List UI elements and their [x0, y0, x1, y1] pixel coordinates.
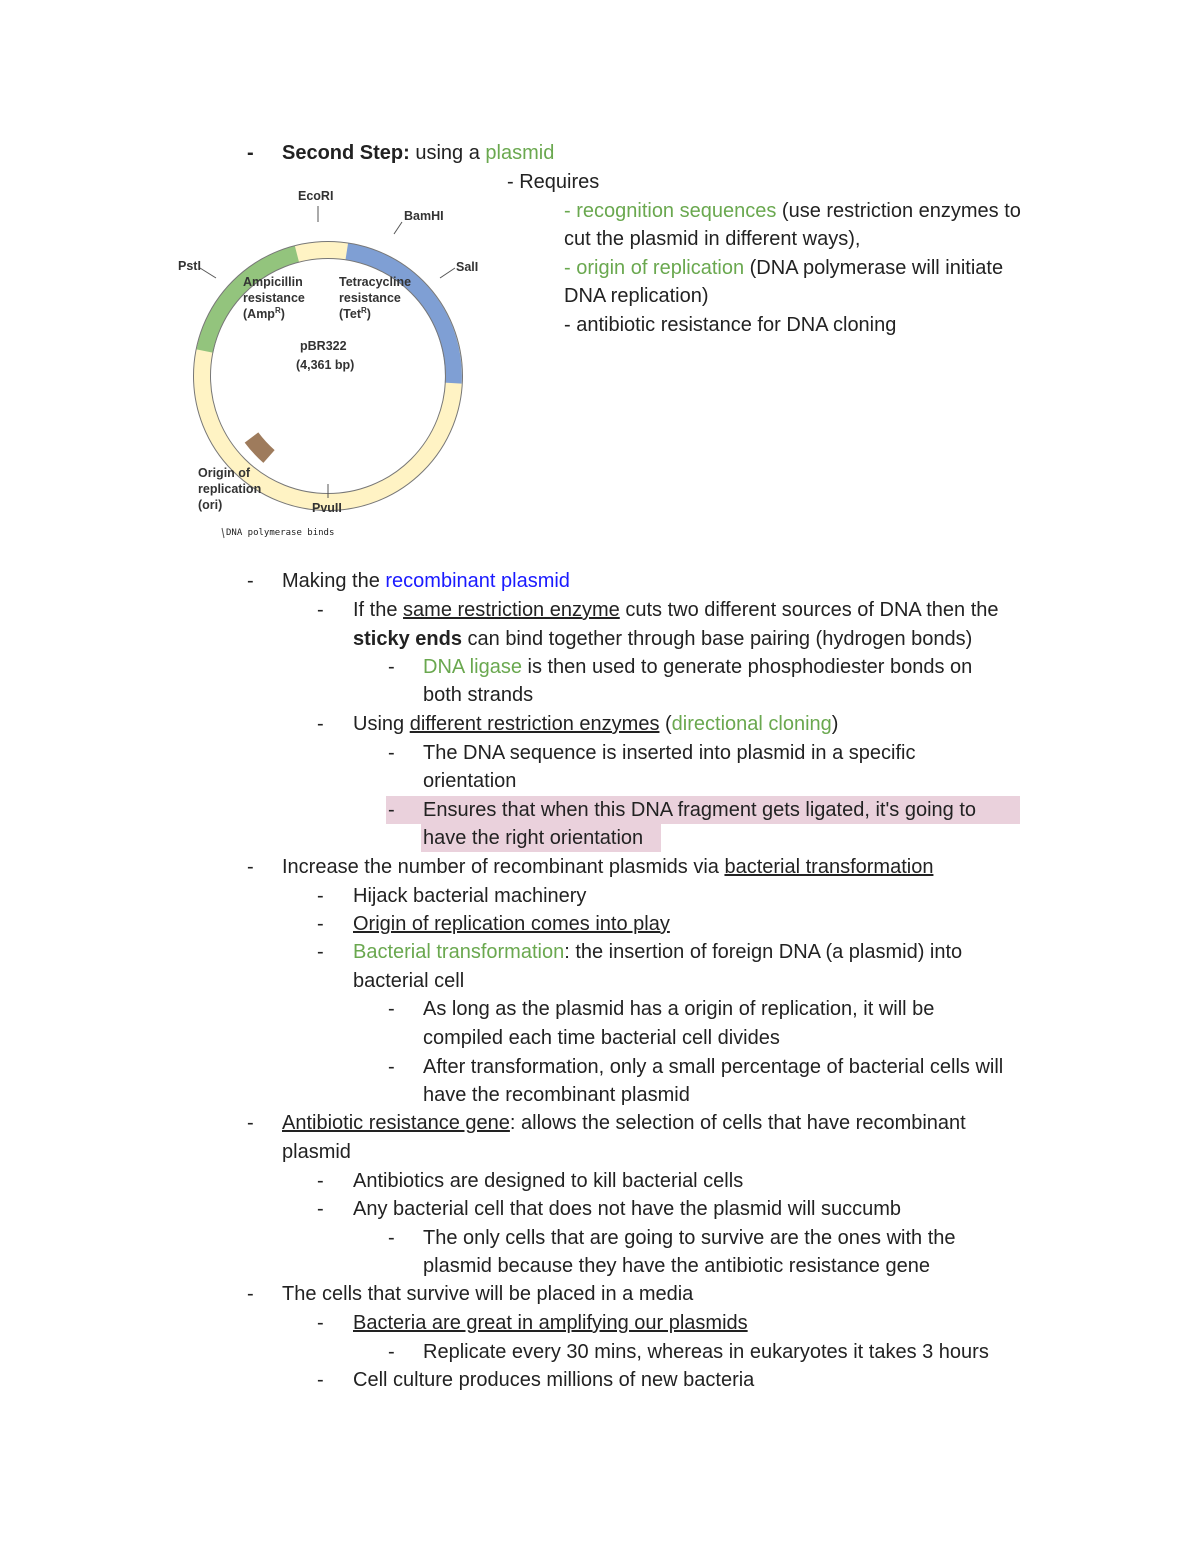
- bullet-dash: -: [317, 1312, 324, 1334]
- section-heading: [247, 139, 254, 168]
- list-item-ligated-highlight: Ensures that when this DNA fragment gets ligated, it's going to: [423, 799, 977, 821]
- list-item-orientation: The DNA sequence is inserted into plasmid in a specific: [423, 742, 916, 764]
- bullet-dash: -: [388, 656, 395, 678]
- plasmid-size: (4,361 bp): [296, 358, 355, 372]
- requires-item-recognition-cont: cut the plasmid in different ways),: [564, 228, 861, 250]
- list-item-survive: The only cells that are going to survive are the ones with the: [423, 1227, 956, 1249]
- requires-title: - Requires: [507, 171, 600, 193]
- list-item-increase: Increase the number of recombinant plasmids via bacterial transformation: [282, 856, 934, 878]
- tet-label-1: Tetracycline: [339, 275, 412, 289]
- ecori-label: EcoRI: [298, 189, 334, 203]
- bullet-dash: -: [388, 1227, 395, 1249]
- bullet-dash: -: [317, 1369, 324, 1391]
- plasmid-diagram: [170, 180, 490, 550]
- requires-item-origin: [564, 254, 1003, 283]
- list-item-same-enzyme: If the same restriction enzyme cuts two different sources of DNA then the: [353, 599, 999, 621]
- amp-label-2: resistance: [243, 291, 305, 305]
- requires-item-recognition: [564, 197, 1021, 226]
- amp-label-1: Ampicillin: [243, 275, 303, 289]
- origin-arc: [252, 438, 270, 457]
- bullet-dash: -: [247, 1112, 254, 1134]
- handwritten-note: DNA polymerase binds: [226, 528, 335, 538]
- list-item-orientation-cont: orientation: [423, 770, 517, 792]
- bamhi-label: BamHI: [404, 209, 444, 223]
- bullet-dash: -: [388, 799, 395, 821]
- list-item-as-long-cont: compiled each time bacterial cell divides: [423, 1027, 780, 1049]
- list-item-antibiotic-gene-cont: plasmid: [282, 1141, 351, 1163]
- list-item-different-enzymes: Using different restriction enzymes (directional cloning): [353, 713, 839, 735]
- sali-label: SalI: [456, 260, 479, 274]
- list-item-antibiotic-gene: Antibiotic resistance gene: allows the selection of cells that have recombinant: [282, 1112, 966, 1134]
- ori-label-1: Origin of: [198, 466, 251, 480]
- bullet-dash: -: [317, 713, 324, 735]
- list-item-after-transformation-cont: have the recombinant plasmid: [423, 1084, 690, 1106]
- list-item-media: The cells that survive will be placed in a media: [282, 1283, 694, 1305]
- bullet-dash: -: [317, 941, 324, 963]
- list-item-after-transformation: After transformation, only a small percentage of bacterial cells will: [423, 1056, 1004, 1078]
- list-item-same-enzyme-cont: sticky ends can bind together through base pairing (hydrogen bonds): [353, 628, 973, 650]
- list-item-survive-cont: plasmid because they have the antibiotic resistance gene: [423, 1255, 930, 1277]
- list-item-ligase-cont: both strands: [423, 684, 534, 706]
- bullet-dash: -: [247, 570, 254, 592]
- bullet-dash: -: [317, 913, 324, 935]
- list-item-succumb: Any bacterial cell that does not have the plasmid will succumb: [353, 1198, 902, 1220]
- bullet-dash: -: [388, 1056, 395, 1078]
- psti-label: PstI: [178, 259, 201, 273]
- directional-cloning-term: directional cloning: [671, 713, 832, 735]
- list-item-transformation-def: Bacterial transformation: the insertion of foreign DNA (a plasmid) into: [353, 941, 963, 963]
- bullet-dash: -: [317, 599, 324, 621]
- bullet-dash: -: [317, 885, 324, 907]
- recognition-desc: (use restriction enzymes to: [776, 200, 1021, 222]
- bullet-dash: -: [247, 1283, 254, 1305]
- heading-bold: Second Step:: [282, 142, 410, 164]
- list-item-hijack: Hijack bacterial machinery: [353, 885, 587, 907]
- plasmid-term: plasmid: [485, 142, 555, 164]
- ligase-term: DNA ligase: [423, 656, 522, 678]
- ori-label-3: (ori): [198, 498, 223, 512]
- list-item-amplifying: Bacteria are great in amplifying our plasmids: [353, 1312, 748, 1334]
- list-item-ligase: DNA ligase is then used to generate phosphodiester bonds on: [423, 656, 973, 678]
- list-item-origin-play: Origin of replication comes into play: [353, 913, 670, 935]
- transformation-term: Bacterial transformation: [353, 941, 565, 963]
- list-item-replicate: Replicate every 30 mins, whereas in eukaryotes it takes 3 hours: [423, 1341, 989, 1363]
- list-item-antibiotics-designed: Antibiotics are designed to kill bacterial cells: [353, 1170, 744, 1192]
- sticky-ends-term: sticky ends: [353, 628, 462, 650]
- ori-label-2: replication: [198, 482, 262, 496]
- pvuii-label: PvuII: [312, 501, 342, 515]
- plasmid-name: pBR322: [300, 339, 347, 353]
- recombinant-term: recombinant plasmid: [385, 570, 570, 592]
- bullet-dash: -: [388, 1341, 395, 1363]
- tet-label-3: (Tet$^R$): [339, 306, 371, 321]
- bullet-dash: -: [388, 742, 395, 764]
- list-item-transformation-def-cont: bacterial cell: [353, 970, 465, 992]
- list-item-as-long: As long as the plasmid has a origin of replication, it will be: [423, 998, 935, 1020]
- list-item-cell-culture: Cell culture produces millions of new bacteria: [353, 1369, 755, 1391]
- origin-term: - origin of replication: [564, 257, 745, 279]
- requires-item-origin-cont: DNA replication): [564, 285, 709, 307]
- heading-text: using a: [409, 142, 486, 164]
- list-item-making: Making the recombinant plasmid: [282, 570, 570, 592]
- amp-label-3: (Amp$^R$): [243, 306, 285, 321]
- tetracycline-arc: [347, 251, 454, 383]
- bullet-dash: -: [317, 1170, 324, 1192]
- bullet-dash: -: [247, 142, 254, 164]
- list-item-ligated-highlight-cont: have the right orientation: [423, 827, 644, 849]
- bullet-dash: -: [388, 998, 395, 1020]
- requires-item-antibiotic: - antibiotic resistance for DNA cloning: [564, 314, 897, 336]
- recognition-term: - recognition sequences: [564, 200, 777, 222]
- section-heading-text: [282, 139, 554, 168]
- bullet-dash: -: [247, 856, 254, 878]
- origin-desc: (DNA polymerase will initiate: [744, 257, 1004, 279]
- bullet-dash: -: [317, 1198, 324, 1220]
- tet-label-2: resistance: [339, 291, 401, 305]
